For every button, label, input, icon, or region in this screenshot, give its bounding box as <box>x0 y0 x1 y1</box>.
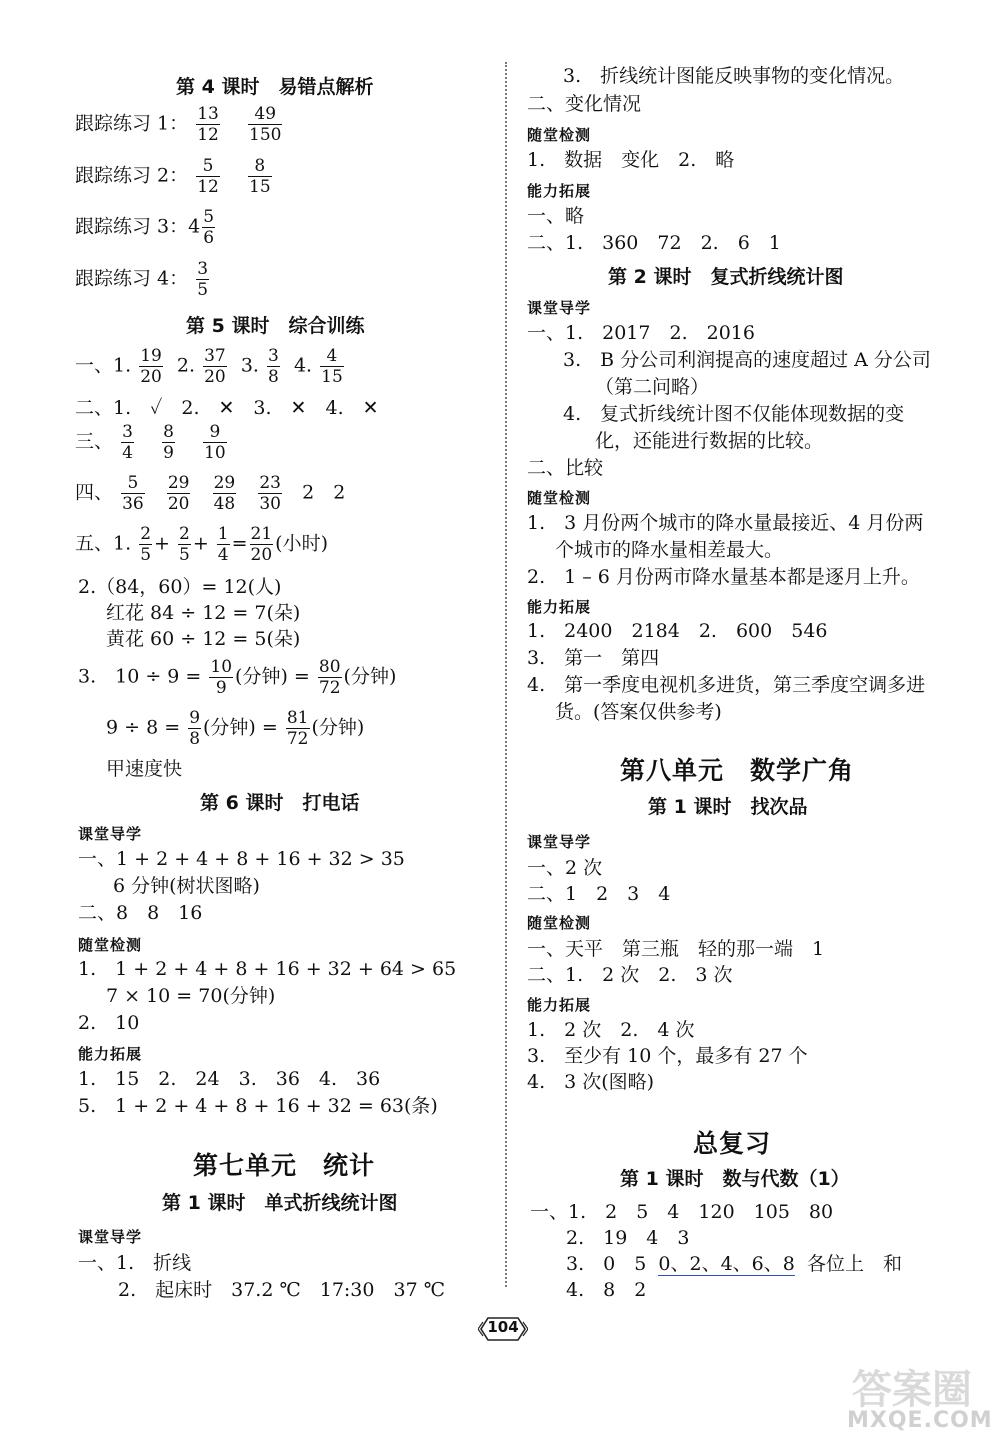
lesson6-title: 第 6 课时 打电话 <box>200 792 360 814</box>
answer-row-4: 四、 $\frac{5}{36}$ $\frac{29}{20}$ $\frac{29}{48}$ $\frac{23}{30}$ 2 2 <box>75 473 346 514</box>
label: 跟踪练习 1： <box>75 112 189 135</box>
page-number-badge <box>478 1312 528 1346</box>
section-heading: 随堂检测 <box>527 126 592 144</box>
gr-answer-3: 3. 0 5 0、2、4、6、8 各位上 和 <box>566 1253 902 1275</box>
l6-check-1: 1. 1 + 2 + 4 + 8 + 16 + 32 + 64 > 65 <box>78 958 457 980</box>
fraction: $\frac{5}{6}$ <box>203 207 215 248</box>
l6-check-2: 2. 10 <box>78 1012 140 1034</box>
answer-row-2: 二、1. ✓ 2. ✕ 3. ✕ 4. ✕ <box>75 397 379 419</box>
lesson4-title: 第 4 课时 易错点解析 <box>176 76 374 98</box>
tracking-exercise-4 <box>75 259 211 300</box>
fraction: $\frac{3}{5}$ <box>197 259 209 300</box>
unit7-lesson1-title: 第 1 课时 单式折线统计图 <box>162 1192 398 1214</box>
l2-check-2: 2. 1 – 6 月份两市降水量基本都是逐月上升。 <box>527 566 920 588</box>
watermark-logo <box>842 1358 992 1442</box>
l2-ext-4b: 货。(答案仅供参考) <box>555 701 722 723</box>
l6-ext-1: 1. 15 2. 24 3. 36 4. 36 <box>78 1068 381 1090</box>
u8-ext-3: 3. 至少有 10 个，最多有 27 个 <box>527 1045 808 1067</box>
u8-answer-1: 一、2 次 <box>527 857 603 879</box>
lesson2-title: 第 2 课时 复式折线统计图 <box>608 266 844 288</box>
l2-answer-3b: （第二问略） <box>595 376 710 398</box>
answer-5-3-conclusion: 甲速度快 <box>106 758 183 780</box>
unit7-title: 第七单元 统计 <box>193 1151 376 1180</box>
answer-row-3: 三、 $\frac{3}{4}$ $\frac{8}{9}$ $\frac{9}{10}$ <box>75 422 226 463</box>
answer-row-5: 五、1. $\frac{2}{5}$ + $\frac{2}{5}$ + $\frac{1}{4}$ = $\frac{21}{20}$ (小时) <box>75 524 328 565</box>
u8-check-1: 一、天平 第三瓶 轻的那一端 1 <box>527 938 825 960</box>
l2-answer-4a: 4. 复式折线统计图不仅能体现数据的变 <box>563 403 905 425</box>
general-review-title: 总复习 <box>693 1129 772 1158</box>
l6-answer-1: 一、1 + 2 + 4 + 8 + 16 + 32 > 35 <box>78 848 405 870</box>
fraction: $\frac{8}{15}$ <box>249 156 271 197</box>
gr-answer-4: 4. 8 2 <box>566 1279 647 1301</box>
section-heading: 能力拓展 <box>527 182 592 200</box>
r-check-1: 1. 数据 变化 2. 略 <box>527 149 735 171</box>
tracking-exercise-2 <box>75 156 274 197</box>
section-heading: 能力拓展 <box>78 1045 143 1063</box>
answer-5-3a: 3. 10 ÷ 9 = $\frac{10}{9}$ (分钟) = $\frac{80}{72}$ (分钟) <box>78 657 397 698</box>
page-number: 104 <box>487 1318 519 1336</box>
underlined-answer: 0、2、4、6、8 <box>658 1253 795 1275</box>
gr-answer-2: 2. 19 4 3 <box>566 1227 690 1249</box>
r-answer-er: 二、变化情况 <box>527 93 642 115</box>
u7l1-answer-2: 2. 起床时 37.2 ℃ 17:30 37 ℃ <box>118 1279 445 1301</box>
section-heading: 能力拓展 <box>527 996 592 1014</box>
u8-answer-2: 二、1 2 3 4 <box>527 883 671 905</box>
r-ext-2: 二、1. 360 72 2. 6 1 <box>527 232 781 254</box>
section-heading: 能力拓展 <box>527 598 592 616</box>
u7l1-answer-1: 一、1. 折线 <box>78 1252 192 1274</box>
section-heading: 随堂检测 <box>527 914 592 932</box>
answer-5-2-red: 红花 84 ÷ 12 = 7(朵) <box>106 602 301 624</box>
general-review-lesson1-title: 第 1 课时 数与代数（1） <box>620 1168 850 1190</box>
section-heading: 课堂导学 <box>527 299 592 317</box>
lesson5-title: 第 5 课时 综合训练 <box>186 315 365 337</box>
l6-ext-5: 5. 1 + 2 + 4 + 8 + 16 + 32 = 63(条) <box>78 1095 438 1117</box>
section-heading: 随堂检测 <box>78 936 143 954</box>
l2-ext-3: 3. 第一 第四 <box>527 647 660 669</box>
section-heading: 课堂导学 <box>527 833 592 851</box>
l2-ext-4a: 4. 第一季度电视机多进货，第三季度空调多进 <box>527 674 926 696</box>
tracking-exercise-1 <box>75 104 284 145</box>
answer-5-2: 2.（84，60）= 12(人) <box>78 576 282 598</box>
u8-check-2: 二、1. 2 次 2. 3 次 <box>527 964 733 986</box>
fraction: $\frac{5}{12}$ <box>197 156 219 197</box>
u8-ext-1: 1. 2 次 2. 4 次 <box>527 1019 695 1041</box>
answer-5-3b: 9 ÷ 8 = $\frac{9}{8}$ (分钟) = $\frac{81}{72}$ (分钟) <box>106 708 365 749</box>
watermark-text: 答案圈 <box>852 1367 972 1413</box>
watermark-url: MXQE.COM <box>847 1408 993 1433</box>
l6-answer-1b: 6 分钟(树状图略) <box>113 875 260 897</box>
section-heading: 随堂检测 <box>527 489 592 507</box>
l2-answer-4b: 化，还能进行数据的比较。 <box>595 430 824 452</box>
r-ext-1: 一、略 <box>527 205 585 227</box>
l2-ext-1: 1. 2400 2184 2. 600 546 <box>527 620 828 642</box>
fraction: $\frac{13}{12}$ <box>197 104 219 145</box>
answer-5-2-yellow: 黄花 60 ÷ 12 = 5(朵) <box>106 628 301 650</box>
l6-answer-2: 二、8 8 16 <box>78 902 203 924</box>
u8-ext-4: 4. 3 次(图略) <box>527 1071 655 1093</box>
column-divider <box>505 62 507 1287</box>
l2-check-1a: 1. 3 月份两个城市的降水量最接近、4 月份两 <box>527 512 924 534</box>
label: 跟踪练习 2： <box>75 164 189 187</box>
gr-answer-1: 一、1. 2 5 4 120 105 80 <box>530 1201 834 1223</box>
l2-answer-3a: 3. B 分公司利润提高的速度超过 A 分公司 <box>563 349 931 371</box>
l2-answer-er: 二、比较 <box>527 457 604 479</box>
unit8-lesson1-title: 第 1 课时 找次品 <box>648 796 808 818</box>
section-heading: 课堂导学 <box>78 1228 143 1246</box>
l2-answer-1: 一、1. 2017 2. 2016 <box>527 322 755 344</box>
label: 跟踪练习 4： <box>75 267 189 290</box>
unit8-title: 第八单元 数学广角 <box>620 756 855 785</box>
tracking-exercise-3 <box>75 207 217 248</box>
r-answer-3: 3. 折线统计图能反映事物的变化情况。 <box>563 65 905 87</box>
section-heading: 课堂导学 <box>78 825 143 843</box>
l6-check-1b: 7 × 10 = 70(分钟) <box>106 985 276 1007</box>
label: 跟踪练习 3：4 <box>75 215 201 238</box>
fraction: $\frac{49}{150}$ <box>249 104 282 145</box>
l2-check-1b: 个城市的降水量相差最大。 <box>555 539 784 561</box>
answer-row-1: 一、1. $\frac{19}{20}$ 2. $\frac{37}{20}$ 3. $\frac{3}{8}$ 4. $\frac{4}{15}$ <box>75 346 343 387</box>
